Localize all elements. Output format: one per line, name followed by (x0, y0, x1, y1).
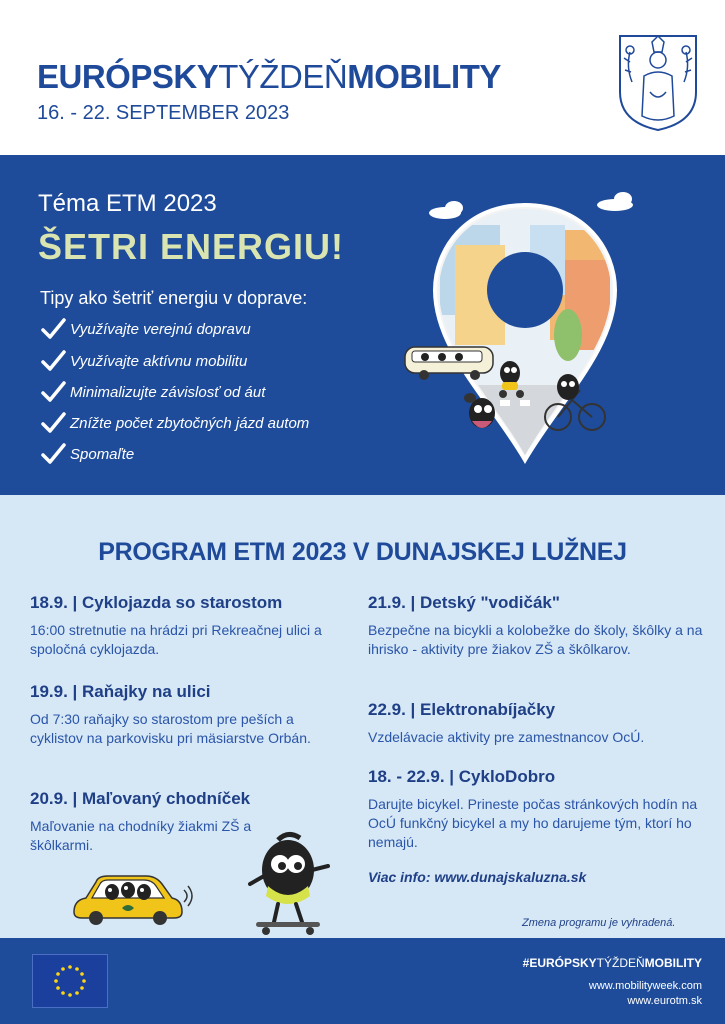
program-event (368, 593, 703, 659)
checkmark-icon (40, 379, 66, 405)
bus-icon (405, 347, 493, 380)
tip-item (40, 441, 134, 467)
checkmark-icon (40, 441, 66, 467)
event-heading: 21.9. | Detský "vodičák" (368, 593, 560, 612)
checkmark-icon (40, 316, 66, 342)
event-description: Maľovanie na chodníky žiakmi ZŠ a škôlkarmi. (30, 818, 252, 853)
page-title (37, 58, 501, 96)
tip-text: Využívajte verejnú dopravu (70, 320, 251, 338)
event-description: 16:00 stretnutie na hrádzi pri Rekreačnej ulici a spoločná cyklojazda. (30, 622, 322, 657)
event-description: Vzdelávacie aktivity pre zamestnancov OcÚ. (368, 729, 645, 745)
tip-item (40, 316, 251, 342)
event-description: Od 7:30 raňajky so starostom pre peších a cyklistov na parkovisku pri mäsiarstve Orbán. (30, 711, 311, 746)
tip-text: Minimalizujte závislosť od áut (70, 383, 266, 401)
event-dates: 16. - 22. SEPTEMBER 2023 (37, 102, 290, 124)
hashtag-part-2: TÝŽDEŇ (596, 956, 645, 970)
location-pin-illustration (400, 185, 680, 475)
title-part-1: EURÓPSKY (37, 58, 219, 95)
campaign-hashtag (450, 956, 702, 970)
skateboarder-illustration (238, 830, 338, 938)
event-heading: 18.9. | Cyklojazda so starostom (30, 593, 283, 612)
event-heading: 19.9. | Raňajky na ulici (30, 682, 211, 701)
tip-item (40, 379, 265, 405)
title-part-3: MOBILITY (347, 58, 501, 95)
checkmark-icon (40, 348, 66, 374)
program-event (368, 700, 703, 747)
event-heading: 22.9. | Elektronabíjačky (368, 700, 556, 719)
mobilityweek-link[interactable]: www.mobilityweek.com (588, 980, 702, 992)
tip-item (40, 348, 247, 374)
tips-heading: Tipy ako šetriť energiu v doprave: (40, 288, 308, 308)
event-heading: 20.9. | Maľovaný chodníček (30, 789, 251, 808)
program-title: PROGRAM ETM 2023 V DUNAJSKEJ LUŽNEJ (98, 538, 627, 566)
program-event (30, 682, 340, 748)
theme-title: ŠETRI ENERGIU! (38, 226, 345, 267)
tip-text: Využívajte aktívnu mobilitu (70, 352, 248, 370)
eurotm-link[interactable]: www.eurotm.sk (627, 995, 702, 1007)
car-illustration (68, 862, 198, 928)
title-part-2: TÝŽDEŇ (218, 58, 348, 95)
hashtag-part-1: #EURÓPSKY (522, 956, 597, 970)
program-disclaimer: Zmena programu je vyhradená. (522, 917, 676, 929)
tip-text: Znížte počet zbytočných jázd autom (70, 414, 310, 432)
event-description: Bezpečne na bicykli a kolobežke do školy, škôlky a na ihrisko - aktivity pre žiakov ZŠ a škôlkarov. (368, 622, 703, 657)
program-event (368, 767, 703, 852)
checkmark-icon (40, 410, 66, 436)
more-info-link[interactable]: Viac info: www.dunajskaluzna.sk (368, 869, 587, 885)
theme-label: Téma ETM 2023 (38, 190, 217, 217)
eu-flag-icon (32, 954, 108, 1008)
event-description: Darujte bicykel. Prineste počas stránkových hodín na OcÚ funkčný bicykel a my ho darujeme tým, ktorí ho nemajú. (368, 796, 698, 850)
municipal-coat-of-arms-icon (616, 32, 700, 132)
tip-text: Spomaľte (70, 445, 135, 463)
hashtag-part-3: MOBILITY (644, 956, 702, 970)
event-heading: 18. - 22.9. | CykloDobro (368, 767, 556, 786)
tip-item (40, 410, 309, 436)
program-event (30, 593, 340, 659)
